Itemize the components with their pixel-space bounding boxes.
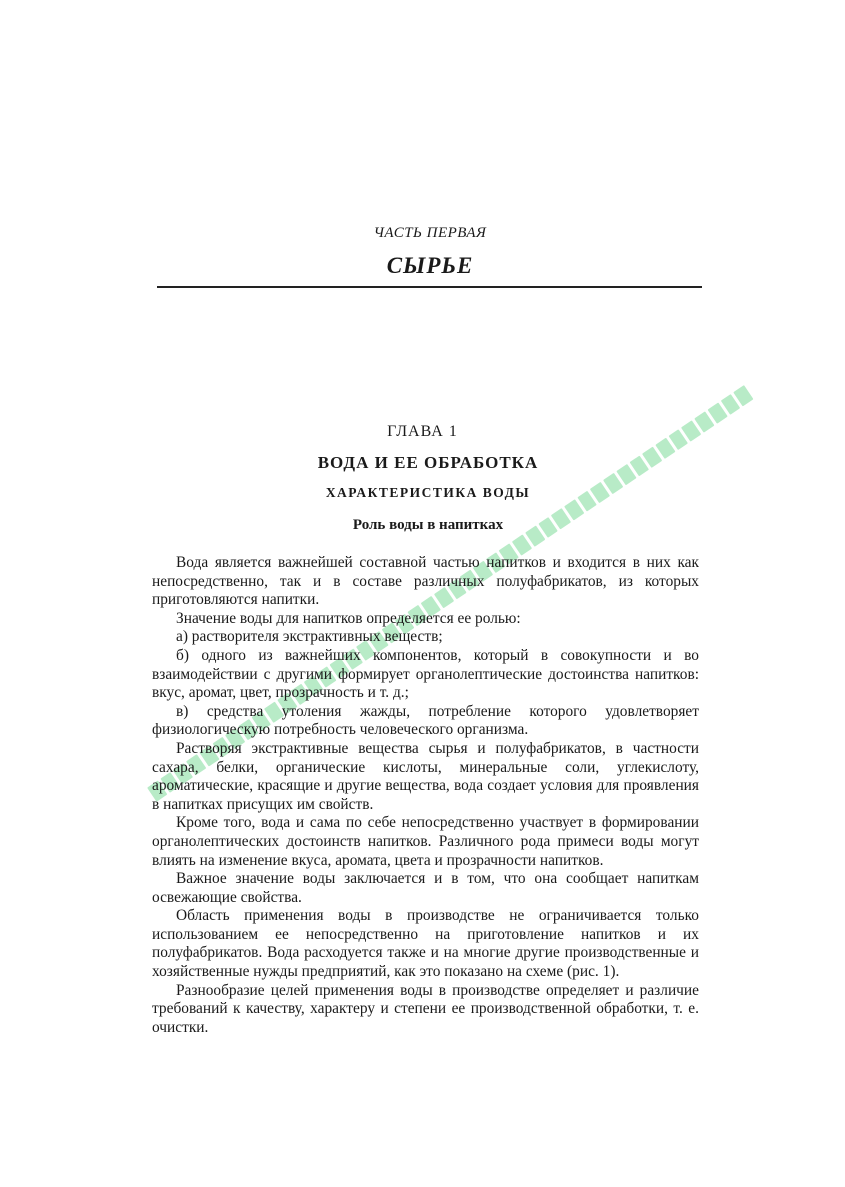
paragraph: Вода является важнейшей составной частью напитков и входится в них как непосредственно, так и в составе различных полуфабрикатов, из которых приготовляются напитки. [152, 554, 699, 609]
paragraph: Область применения воды в производстве не ограничивается только использованием ее непосредственно на приготовление напитков и их полуфабрикатов. Вода расходуется также и на многие другие производственные и хозяйственные нужды предприятий, как это показано на схеме (рис. 1). [152, 907, 699, 981]
paragraph: в) средства утоления жажды, потребление которого удовлетворяет физиологическую потребность человеческого организма. [152, 702, 699, 739]
paragraph: Важное значение воды заключается и в том, что она сообщает напиткам освежающие свойства. [152, 870, 699, 906]
section-title: ХАРАКТЕРИСТИКА ВОДЫ [325, 485, 531, 500]
body-text [152, 554, 699, 1037]
paragraph: Кроме того, вода и сама по себе непосредственно участвует в формировании органолептических достоинств напитков. Различного рода примеси воды могут влиять на изменение вкуса, аромата, цвета и прозрачности напитков. [152, 814, 699, 869]
chapter-title: ВОДА И ЕЕ ОБРАБОТКА [317, 453, 539, 472]
chapter-label: ГЛАВА 1 [387, 423, 458, 440]
paragraph: а) растворителя экстрактивных веществ; [176, 628, 443, 646]
part-label: ЧАСТЬ ПЕРВАЯ [373, 225, 487, 241]
paragraph: б) одного из важнейших компонентов, который в совокупности и во взаимодействии с другими формирует органолептические достоинства напитков: вкус, аромат, цвет, прозрачность и т. д.; [152, 646, 699, 702]
part-title: СЫРЬЕ [386, 253, 474, 278]
paragraph: Растворяя экстрактивные вещества сырья и полуфабрикатов, в частности сахара, белки, органические кислоты, минеральные соли, углекислоту, ароматические, красящие и другие вещества, вода создает условия для проявления в напитках присущих им свойств. [152, 739, 699, 813]
subsection-title: Роль воды в напитках [352, 517, 504, 533]
paragraph: Разнообразие целей применения воды в производстве определяет и различие требований к качеству, характеру и степени ее производственной обработки, т. е. очистки. [152, 981, 699, 1036]
header-divider [157, 286, 702, 288]
paragraph: Значение воды для напитков определяется ее ролью: [176, 609, 521, 627]
